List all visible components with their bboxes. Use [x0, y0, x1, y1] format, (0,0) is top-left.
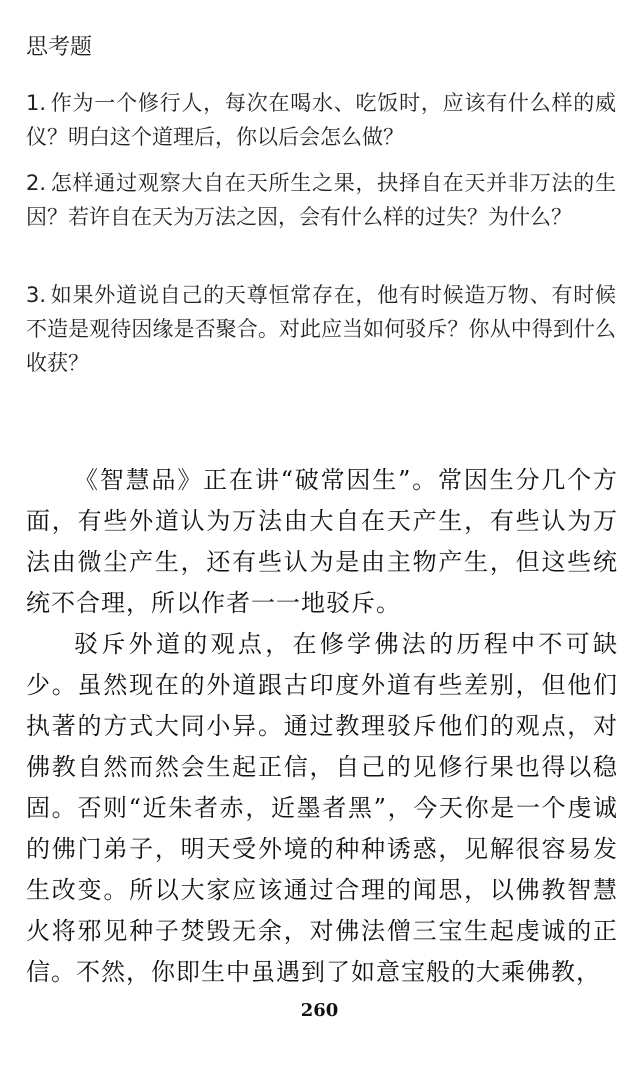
question-text: 怎样通过观察大自在天所生之果，抉择自在天并非万法的生因？若许自在天为万法之因，会有什么样的过失？为什么？ [26, 171, 616, 229]
heading: 思考题 [26, 35, 93, 60]
question-2 [26, 166, 616, 234]
question-number: 1. [26, 91, 47, 115]
question-text: 如果外道说自己的天尊恒常存在，他有时候造万物、有时候不造是观待因缘是否聚合。对此应当如何驳斥？你从中得到什么收获？ [26, 283, 616, 375]
question-text: 作为一个修行人，每次在喝水、吃饭时，应该有什么样的威仪？明白这个道理后，你以后会怎么做？ [26, 91, 616, 149]
question-number: 3. [26, 283, 47, 307]
question-1 [26, 86, 616, 154]
paragraph-text: 驳斥外道的观点，在修学佛法的历程中不可缺少。虽然现在的外道跟古印度外道有些差别，但他们执著的方式大同小异。通过教理驳斥他们的观点，对佛教自然而然会生起正信，自己的见修行果也得以稳固。否则“近朱者赤，近墨者黑”，今天你是一个虔诚的佛门弟子，明天受外境的种种诱惑，见解很容易发生改变。所以大家应该通过合理的闻思，以佛教智慧火将邪见种子焚毁无余，对佛法僧三宝生起虔诚的正信。不然，你即生中虽遇到了如意宝般的大乘佛教， [26, 630, 618, 986]
body-paragraph-1 [26, 460, 618, 624]
paragraph-text: 《智慧品》正在讲“破常因生”。常因生分几个方面，有些外道认为万法由大自在天产生，有些认为万法由微尘产生，还有些认为是由主物产生，但这些统统不合理，所以作者一一地驳斥。 [26, 466, 618, 617]
body-paragraph-2 [26, 624, 618, 993]
page-number: 260 [300, 1000, 339, 1021]
question-number: 2. [26, 171, 47, 195]
question-3 [26, 278, 616, 380]
